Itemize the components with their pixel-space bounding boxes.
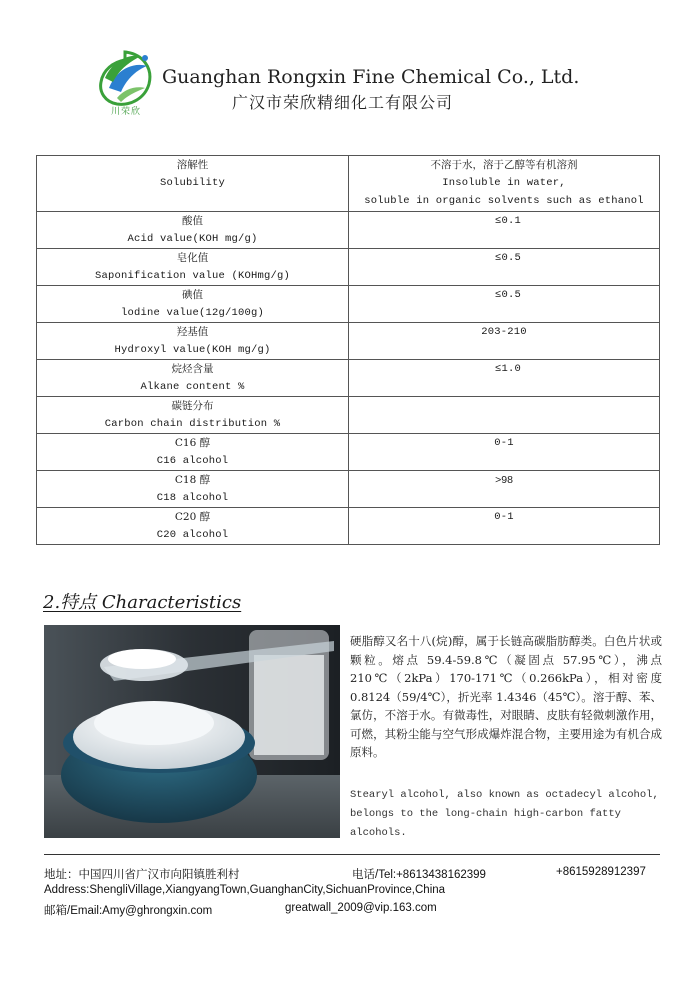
property-value-cell bbox=[349, 212, 660, 249]
property-name-en: Alkane content % bbox=[140, 381, 245, 393]
company-name-cn: 广汉市荣欣精细化工有限公司 bbox=[232, 93, 454, 112]
property-name-cn: C18 醇 bbox=[174, 474, 211, 486]
property-value: 0-1 bbox=[494, 437, 514, 449]
footer-email-1: 邮箱/Email:Amy@ghrongxin.com bbox=[44, 905, 213, 917]
property-value-cell bbox=[349, 249, 660, 286]
property-name-en: Hydroxyl value(KOH mg/g) bbox=[114, 344, 271, 356]
property-name-en: lodine value(12g/100g) bbox=[120, 307, 265, 319]
property-name-en: Carbon chain distribution % bbox=[104, 418, 281, 430]
property-value: 不溶于水，溶于乙醇等有机溶剂 bbox=[430, 159, 578, 171]
footer-address-en: Address:ShengliVillage,XiangyangTown,GuanghanCity,SichuanProvince,China bbox=[44, 884, 446, 896]
spec-table bbox=[36, 155, 660, 545]
property-name-cell bbox=[37, 156, 349, 212]
property-name-cn: 溶解性 bbox=[176, 159, 209, 171]
property-value: >98 bbox=[495, 474, 513, 486]
property-name-cell bbox=[37, 471, 349, 508]
property-value-cell bbox=[349, 397, 660, 434]
property-name-cell bbox=[37, 249, 349, 286]
property-name-cell bbox=[37, 360, 349, 397]
table-row bbox=[37, 397, 660, 434]
property-name-cn: 碳链分布 bbox=[171, 400, 214, 412]
property-name-en: C20 alcohol bbox=[156, 529, 229, 541]
property-name-cell bbox=[37, 397, 349, 434]
table-row bbox=[37, 156, 660, 212]
table-row bbox=[37, 434, 660, 471]
property-value: ≤0.5 bbox=[495, 289, 522, 301]
property-name-en: Solubility bbox=[159, 177, 225, 189]
property-value-cell bbox=[349, 156, 660, 212]
property-name-en: Saponification value (KOHmg/g) bbox=[94, 270, 291, 282]
property-value-line-3: soluble in organic solvents such as ethanol bbox=[364, 195, 644, 207]
property-name-cn: C20 醇 bbox=[174, 511, 211, 523]
property-name-cn: 烷烃含量 bbox=[171, 363, 214, 375]
property-value-line-2: Insoluble in water, bbox=[442, 177, 566, 189]
description-en bbox=[350, 786, 670, 843]
footer-divider bbox=[44, 854, 660, 855]
footer-address-cn: 地址：中国四川省广汉市向阳镇胜利村 bbox=[44, 869, 240, 881]
section-title: 2.特点 Characteristics bbox=[43, 592, 242, 613]
property-value-cell bbox=[349, 360, 660, 397]
table-row bbox=[37, 286, 660, 323]
footer-phone-1: 电话/Tel:+8613438162399 bbox=[352, 869, 486, 881]
footer-phone-2: +8615928912397 bbox=[556, 866, 646, 878]
property-value-cell bbox=[349, 508, 660, 545]
property-name-cell bbox=[37, 434, 349, 471]
property-name-en: Acid value(KOH mg/g) bbox=[127, 233, 258, 245]
property-name-en: C16 alcohol bbox=[156, 455, 229, 467]
description-cn: 硬脂醇又名十八(烷)醇，属于长链高碳脂肪醇类。白色片状或颗粒。熔点 59.4-59.8℃（凝固点 57.95℃），沸点 210℃（2kPa）170-171℃（0.266kPa），相对密度 0.8124（59/4℃），折光率 1.4346（45℃）。溶于醇、苯、氯仿，不溶于水。有微毒性，对眼睛、皮肤有轻微刺激作用，可燃，其粉尘能与空气形成爆炸混合物，主要用途为有机合成原料。 bbox=[350, 634, 662, 759]
logo-text: 川荣欣 bbox=[110, 107, 141, 117]
property-name-cn: 碘值 bbox=[182, 289, 203, 301]
property-name-cn: 酸值 bbox=[182, 215, 203, 227]
table-row bbox=[37, 471, 660, 508]
company-name-en: Guanghan Rongxin Fine Chemical Co., Ltd. bbox=[162, 66, 580, 88]
property-value: 0-1 bbox=[494, 511, 514, 523]
description-en-line-2: belongs to the long-chain high-carbon fatty alcohols. bbox=[350, 808, 621, 839]
table-row bbox=[37, 323, 660, 360]
property-value: ≤1.0 bbox=[495, 363, 522, 375]
property-value: 203-210 bbox=[481, 326, 527, 338]
footer-email-2: greatwall_2009@vip.163.com bbox=[285, 902, 437, 914]
property-value: ≤0.5 bbox=[495, 252, 522, 264]
property-name-cell bbox=[37, 508, 349, 545]
table-row bbox=[37, 212, 660, 249]
table-row bbox=[37, 249, 660, 286]
property-name-cn: C16 醇 bbox=[174, 437, 211, 449]
property-name-cn: 羟基值 bbox=[176, 326, 209, 338]
property-name-cell bbox=[37, 286, 349, 323]
property-name-cn: 皂化值 bbox=[176, 252, 209, 264]
product-photo bbox=[44, 625, 340, 838]
property-value-cell bbox=[349, 286, 660, 323]
table-row bbox=[37, 360, 660, 397]
table-row bbox=[37, 508, 660, 545]
property-name-en: C18 alcohol bbox=[156, 492, 229, 504]
property-value-cell bbox=[349, 471, 660, 508]
property-value-cell bbox=[349, 434, 660, 471]
property-name-cell bbox=[37, 212, 349, 249]
company-logo-icon bbox=[95, 48, 155, 110]
property-name-cell bbox=[37, 323, 349, 360]
property-value: ≤0.1 bbox=[495, 215, 522, 227]
description-en-line-1: Stearyl alcohol, also known as octadecyl alcohol, bbox=[350, 789, 659, 801]
property-value-cell bbox=[349, 323, 660, 360]
